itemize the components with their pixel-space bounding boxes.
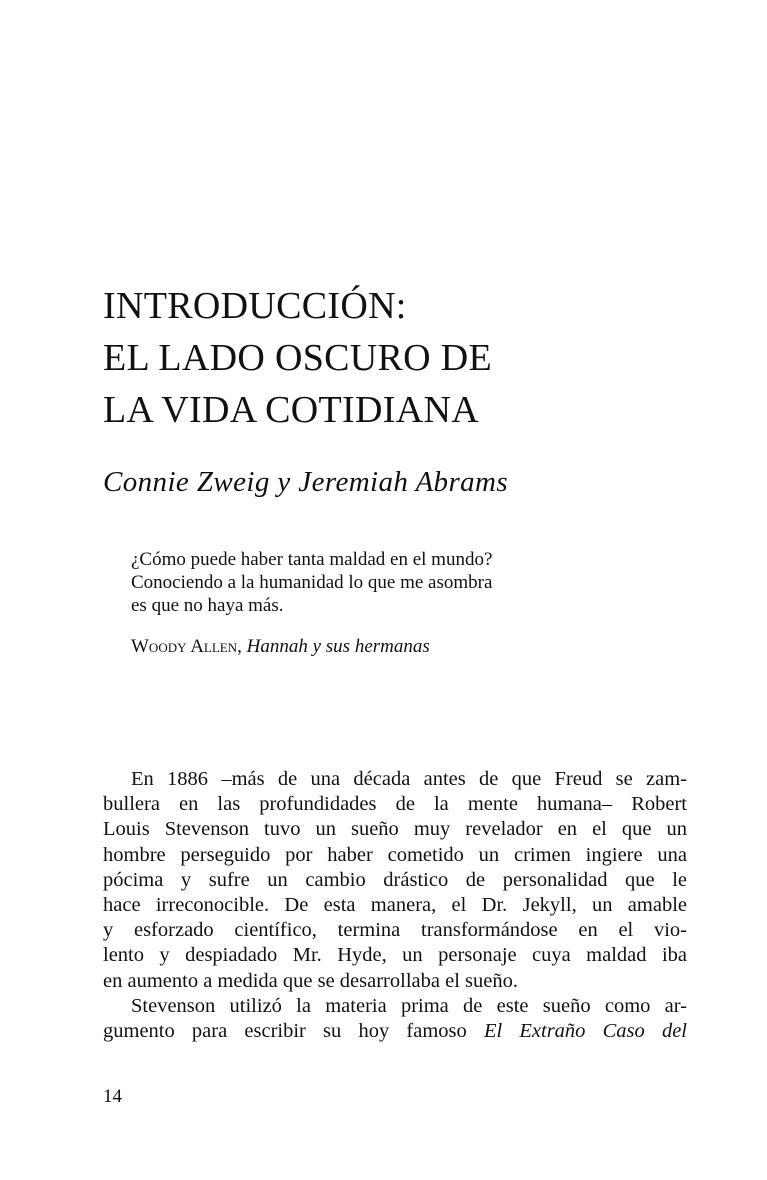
body-line-9: en aumento a medida que se desarrollaba el sueño. [103,969,518,992]
epigraph-attribution-author: Woody Allen [131,636,238,657]
book-title-italic: El Extraño Caso del [483,1019,687,1042]
chapter-authors: Connie Zweig y Jeremiah Abrams [103,466,509,498]
epigraph-attribution [131,635,651,658]
body-line-6: hace irreconocible. De esta manera, el Dr. Jekyll, un amable [103,893,687,916]
epigraph-line-2: Conociendo a la humanidad lo que me asombra [131,572,493,593]
body-line-5: pócima y sufre un cambio drástico de personalidad que le [103,868,687,891]
body-line-4: hombre perseguido por haber cometido un crimen ingiere una [103,843,687,866]
body-line-3: Louis Stevenson tuvo un sueño muy revelador en el que un [103,818,687,841]
epigraph-attribution-work: Hannah y sus hermanas [246,636,430,657]
body-line-11-text: gumento para escribir su hoy famoso [103,1019,484,1042]
body-text [103,767,687,1044]
page-number: 14 [103,1086,122,1107]
body-line-10: Stevenson utilizó la materia prima de este sueño como ar- [131,994,687,1017]
epigraph [131,548,651,658]
body-line-7: y esforzado científico, termina transformándose en el vio- [103,919,687,942]
body-line-1: En 1886 –más de una década antes de que Freud se zam- [131,768,687,790]
body-line-8: lento y despiadado Mr. Hyde, un personaje cuya maldad iba [103,944,687,967]
body-line-2: bullera en las profundidades de la mente humana– Robert [103,793,687,816]
epigraph-line-3: es que no haya más. [131,595,284,616]
chapter-title-line-3: LA VIDA COTIDIANA [103,389,479,431]
epigraph-line-1: ¿Cómo puede haber tanta maldad en el mundo? [131,549,493,570]
chapter-title [103,280,703,436]
body-line-11 [103,1019,687,1044]
epigraph-attribution-separator: , [237,636,247,657]
chapter-title-line-1: INTRODUCCIÓN: [103,285,407,327]
chapter-title-line-2: EL LADO OSCURO DE [103,337,492,379]
